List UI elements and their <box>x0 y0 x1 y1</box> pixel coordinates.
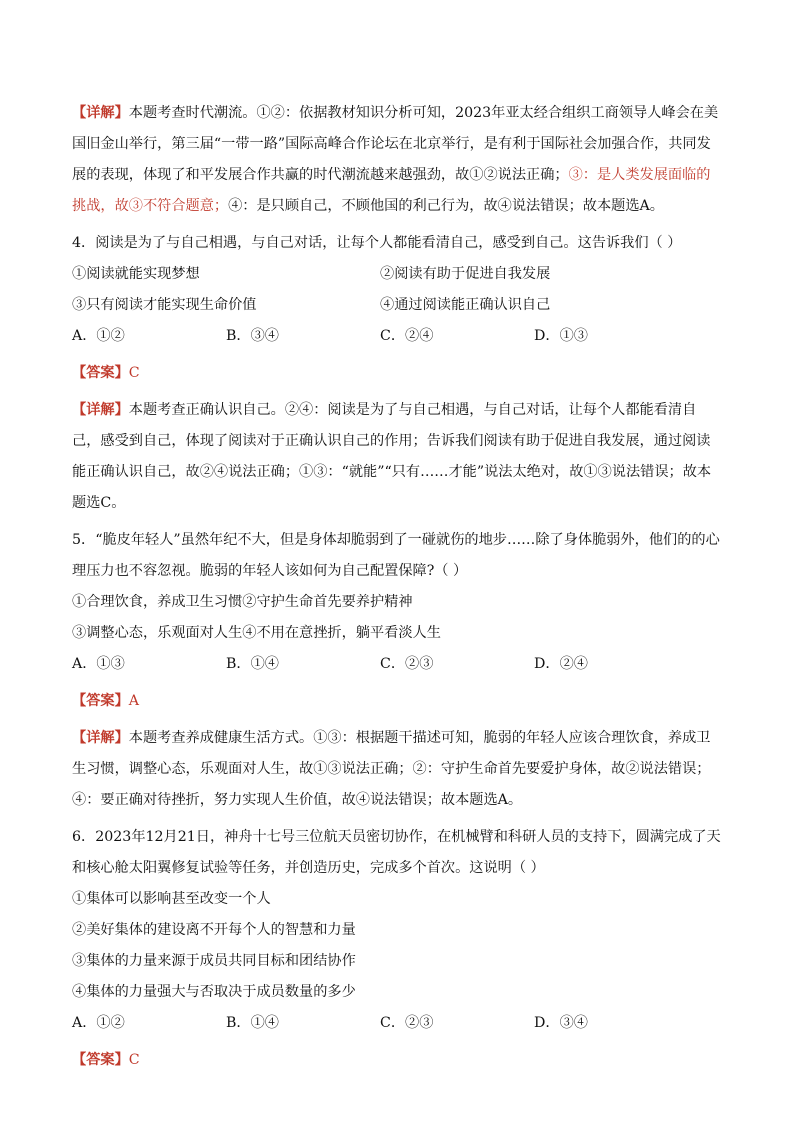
detail-label: 【详解】 <box>72 105 129 121</box>
q6-options <box>72 1008 722 1039</box>
q5-answer <box>72 686 722 717</box>
detail-label: 【详解】 <box>72 730 129 746</box>
q6-item: ④集体的力量强大与否取决于成员数量的多少 <box>72 984 356 1000</box>
q6-option-c: C．②③ <box>380 1015 434 1031</box>
answer-label: 【答案】 <box>72 693 129 709</box>
q5-option-b: B．①④ <box>226 656 279 672</box>
q3-detail-highlight: ③：是人类发展面临的挑战，故③不符合题意； <box>72 167 711 214</box>
q4-items-row-1 <box>72 259 722 290</box>
answer-label: 【答案】 <box>72 365 129 381</box>
q4-options <box>72 321 722 352</box>
q5-answer-value: A <box>128 693 140 709</box>
q6-item: ②美好集体的建设离不开每个人的智慧和力量 <box>72 922 356 938</box>
q4-item: ①阅读就能实现梦想 <box>72 266 200 282</box>
q5-option-a: A．①③ <box>72 656 125 672</box>
q6-item: ③集体的力量来源于成员共同目标和团结协作 <box>72 953 356 969</box>
detail-label: 【详解】 <box>72 402 129 418</box>
q4-option-d: D．①③ <box>534 328 588 344</box>
q4-item: ②阅读有助于促进自我发展 <box>380 266 551 282</box>
q5-stem: 5．“脆皮年轻人”虽然年纪不大，但是身体却脆弱到了一碰就伤的地步……除了身体脆弱外，他们的的心理压力也不容忽视。脆弱的年轻人该如何为自己配置保障?（ ） <box>72 532 720 579</box>
q5-options <box>72 649 722 680</box>
q6-option-b: B．①④ <box>226 1015 279 1031</box>
q4-answer-value: C <box>128 365 140 381</box>
q4-detail-text: 本题考查正确认识自己。②④：阅读是为了与自己相遇，与自己对话，让每个人都能看清自己，感受到自己，体现了阅读对于正确认识自己的作用；告诉我们阅读有助于促进自我发展，通过阅读能正确认识自己，故②④说法正确；①③：“就能”“只有……才能”说法太绝对，故①③说法错误；故本题选C。 <box>72 402 712 511</box>
q4-option-c: C．②④ <box>380 328 434 344</box>
q6-item: ①集体可以影响甚至改变一个人 <box>72 891 271 907</box>
q4-answer <box>72 358 722 389</box>
q4-item: ④通过阅读能正确认识自己 <box>380 297 551 313</box>
q6-answer <box>72 1045 722 1076</box>
q3-detail-text: 本题考查时代潮流。①②：依据教材知识分析可知，2023年亚太经合组织工商领导人峰会在美国旧金山举行，第三届“一带一路”国际高峰合作论坛在北京举行，是有利于国际社会加强合作，共同发展的表现，体现了和平发展合作共赢的时代潮流越来越强劲，故①②说法正确； <box>72 105 719 183</box>
q5-detail <box>72 723 722 816</box>
q4-option-b: B．③④ <box>226 328 279 344</box>
q3-detail-text-end: ④：是只顾自己，不顾他国的利己行为，故④说法错误；故本题选A。 <box>228 198 664 214</box>
document-page <box>72 98 722 1082</box>
q5-option-c: C．②③ <box>380 656 434 672</box>
q5-item: ①合理饮食，养成卫生习惯②守护生命首先要养护精神 <box>72 594 413 610</box>
q5-item: ③调整心态，乐观面对人生④不用在意挫折，躺平看淡人生 <box>72 625 441 641</box>
q4-items-row-2 <box>72 290 722 321</box>
q6-answer-value: C <box>128 1052 140 1068</box>
q6-stem: 6．2023年12月21日，神舟十七号三位航天员密切协作，在机械臂和科研人员的支持下，圆满完成了天和核心舱太阳翼修复试验等任务，并创造历史，完成多个首次。这说明（ ） <box>72 829 721 876</box>
answer-label: 【答案】 <box>72 1052 129 1068</box>
q5-option-d: D．②④ <box>534 656 588 672</box>
q6-option-d: D．③④ <box>534 1015 588 1031</box>
q4-detail <box>72 395 722 519</box>
q6-option-a: A．①② <box>72 1015 125 1031</box>
q3-detail <box>72 98 722 222</box>
q4-item: ③只有阅读才能实现生命价值 <box>72 297 257 313</box>
q5-detail-text: 本题考查养成健康生活方式。①③：根据题干描述可知，脆弱的年轻人应该合理饮食，养成卫生习惯，调整心态，乐观面对人生，故①③说法正确；②：守护生命首先要爱护身体，故②说法错误；④：要正确对待挫折，努力实现人生价值，故④说法错误；故本题选A。 <box>72 730 711 808</box>
q4-stem: 4．阅读是为了与自己相遇，与自己对话，让每个人都能看清自己，感受到自己。这告诉我们（ ） <box>72 235 682 251</box>
q4-option-a: A．①② <box>72 328 125 344</box>
